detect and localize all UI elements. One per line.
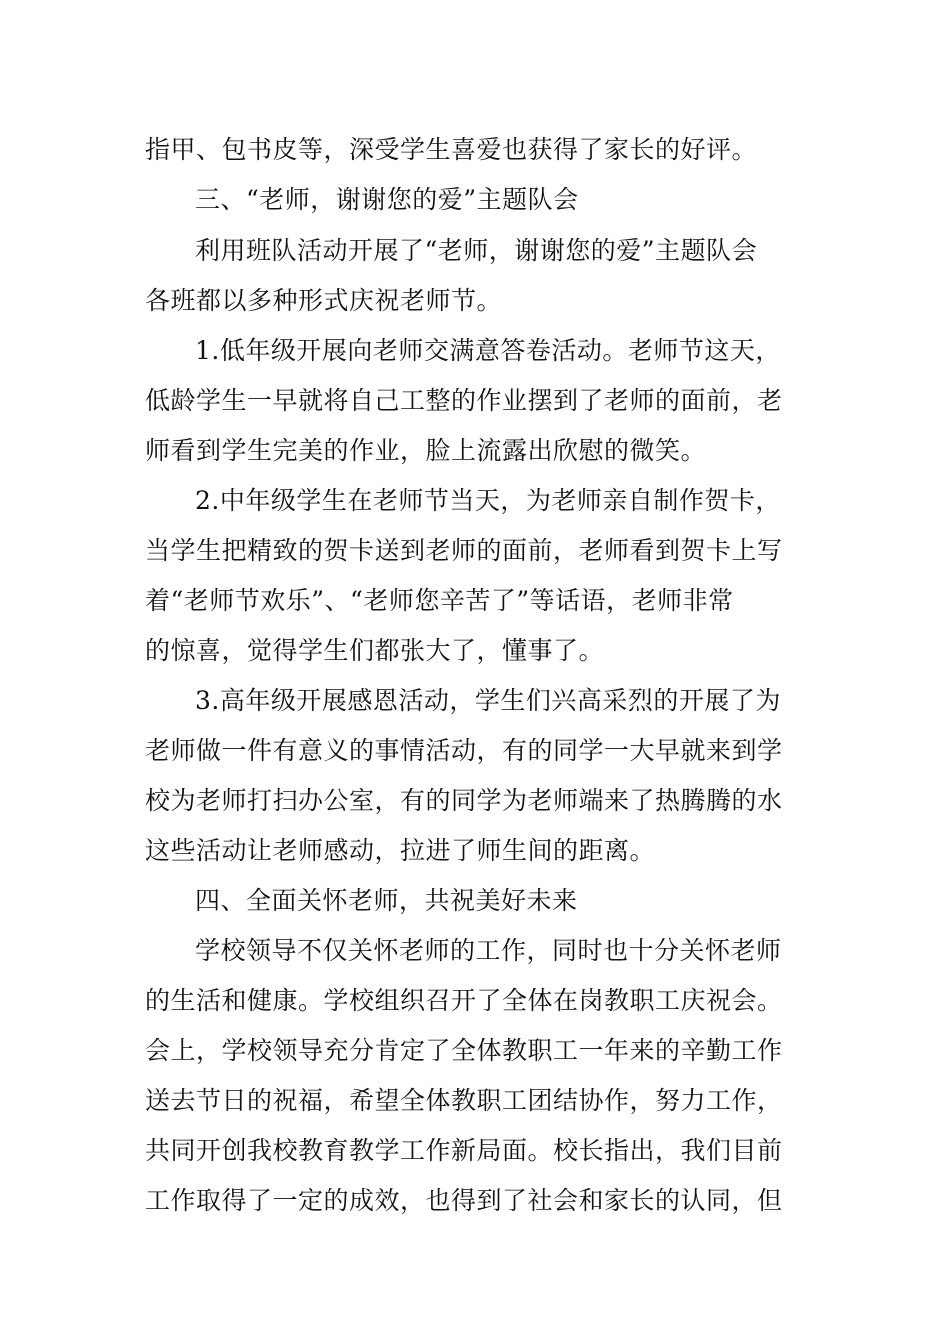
- body-text-line: 的惊喜，觉得学生们都张大了，懂事了。: [145, 636, 605, 665]
- body-text-line: 这些活动让老师感动，拉进了师生间的距离。: [145, 836, 656, 865]
- body-text-line: 1.低年级开展向老师交满意答卷活动。老师节这天，: [195, 336, 781, 365]
- body-text-line: 指甲、包书皮等，深受学生喜爱也获得了家长的好评。: [145, 135, 758, 164]
- body-text-line: 老师做一件有意义的事情活动，有的同学一大早就来到学: [145, 736, 783, 765]
- body-text-line: 校为老师打扫办公室，有的同学为老师端来了热腾腾的水: [145, 786, 783, 815]
- body-text-line: 2.中年级学生在老师节当天，为老师亲自制作贺卡，: [195, 486, 781, 515]
- body-text-line: 低龄学生一早就将自己工整的作业摆到了老师的面前，老: [145, 386, 783, 415]
- body-text-line: 利用班队活动开展了“老师，谢谢您的爱”主题队会: [195, 236, 758, 265]
- body-text-line: 着“老师节欢乐”、“老师您辛苦了”等话语，老师非常: [145, 586, 734, 615]
- body-text-line: 的生活和健康。学校组织召开了全体在岗教职工庆祝会。: [145, 986, 783, 1015]
- body-text-line: 3.高年级开展感恩活动，学生们兴高采烈的开展了为: [195, 686, 781, 715]
- body-text-line: 工作取得了一定的成效，也得到了社会和家长的认同，但: [145, 1186, 783, 1215]
- body-text-line: 学校领导不仅关怀老师的工作，同时也十分关怀老师: [195, 936, 782, 965]
- section-heading: 四、全面关怀老师，共祝美好未来: [195, 886, 578, 915]
- body-text-line: 师看到学生完美的作业，脸上流露出欣慰的微笑。: [145, 436, 707, 465]
- body-text-line: 共同开创我校教育教学工作新局面。校长指出，我们目前: [145, 1136, 783, 1165]
- body-text-line: 当学生把精致的贺卡送到老师的面前，老师看到贺卡上写: [145, 536, 783, 565]
- body-text-line: 各班都以多种形式庆祝老师节。: [145, 286, 503, 315]
- section-heading: 三、“老师，谢谢您的爱”主题队会: [195, 185, 579, 214]
- body-text-line: 送去节日的祝福，希望全体教职工团结协作，努力工作，: [145, 1086, 783, 1115]
- body-text-line: 会上，学校领导充分肯定了全体教职工一年来的辛勤工作: [145, 1036, 783, 1065]
